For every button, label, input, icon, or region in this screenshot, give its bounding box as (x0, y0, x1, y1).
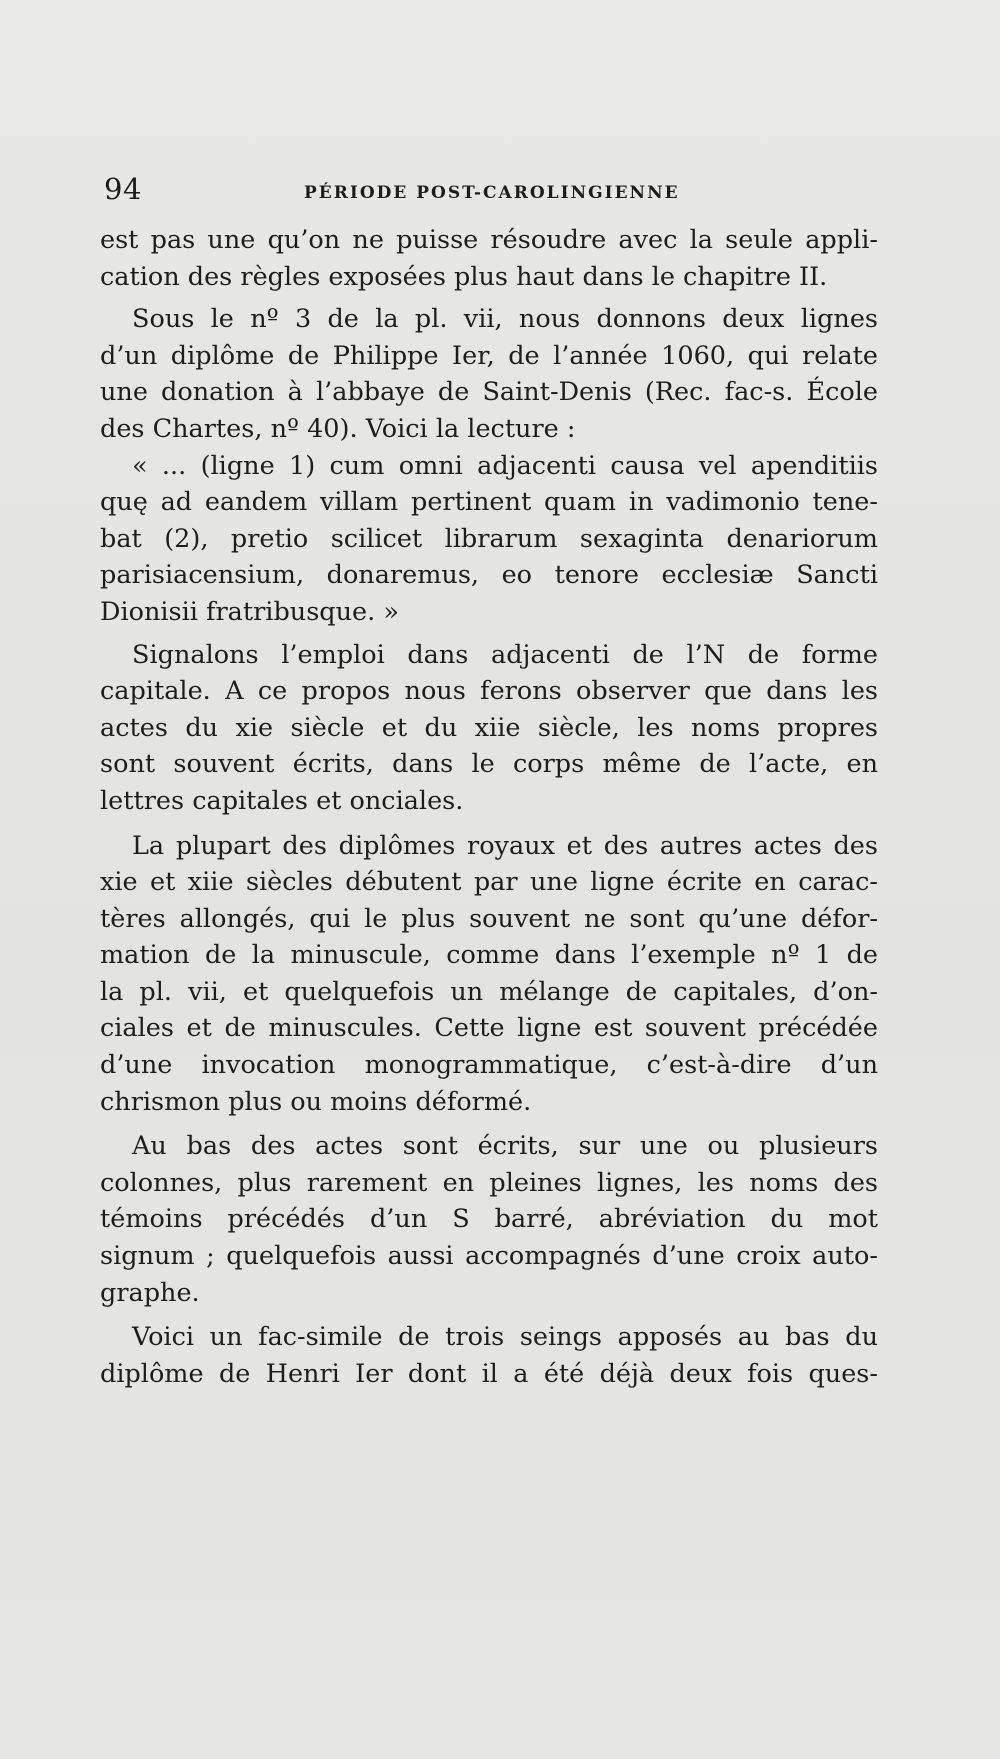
text-line: la pl. vii, et quelquefois un mélange de capitales, d’on- (100, 976, 878, 1007)
paragraph (100, 301, 878, 447)
text-line: La plupart des diplômes royaux et des autres actes des (132, 830, 878, 861)
paragraph (100, 1319, 878, 1392)
paragraph-continuation (100, 222, 878, 295)
page-number: 94 (104, 172, 142, 206)
text-line: d’un diplôme de Philippe Ier, de l’année 1060, qui relate (100, 340, 878, 371)
running-head: PÉRIODE POST-CAROLINGIENNE (304, 183, 680, 203)
text-line: Au bas des actes sont écrits, sur une ou plusieurs (132, 1131, 878, 1162)
quotation-paragraph (100, 448, 878, 631)
text-line: Signalons l’emploi dans adjacenti de l’N de forme (132, 639, 878, 670)
text-line: Sous le nº 3 de la pl. vii, nous donnons deux lignes (132, 304, 878, 335)
page-body (100, 222, 878, 1392)
text-line: graphe. (100, 1277, 200, 1308)
paragraph (100, 828, 878, 1121)
text-line: colonnes, plus rarement en pleines lignes, les noms des (100, 1167, 878, 1198)
text-line: sont souvent écrits, dans le corps même de l’acte, en (100, 749, 878, 780)
text-line: ciales et de minuscules. Cette ligne est souvent précédée (100, 1013, 878, 1044)
text-line: capitale. A ce propos nous ferons observer que dans les (100, 676, 878, 707)
text-line: mation de la minuscule, comme dans l’exemple nº 1 de (100, 940, 878, 971)
text-line: tères allongés, qui le plus souvent ne sont qu’une défor- (100, 903, 878, 934)
text-line: chrismon plus ou moins déformé. (100, 1086, 532, 1117)
text-line: lettres capitales et onciales. (100, 785, 464, 816)
text-line: Voici un fac-simile de trois seings apposés au bas du (132, 1322, 878, 1353)
paragraph (100, 637, 878, 820)
text-line: témoins précédés d’un S barré, abréviation du mot (100, 1204, 878, 1235)
text-line: des Chartes, nº 40). Voici la lecture : (100, 413, 576, 444)
text-line: signum ; quelquefois aussi accompagnés d’une croix auto- (100, 1241, 878, 1272)
text-line: une donation à l’abbaye de Saint-Denis (Rec. fac-s. École (100, 377, 878, 408)
text-line: d’une invocation monogrammatique, c’est-à-dire d’un (100, 1050, 878, 1081)
text-line: parisiacensium, donaremus, eo tenore ecclesiæ Sancti (100, 560, 878, 591)
text-line: bat (2), pretio scilicet librarum sexaginta denariorum (100, 523, 878, 554)
text-line: quę ad eandem villam pertinent quam in vadimonio tene- (100, 487, 878, 518)
page-header (104, 172, 878, 212)
text-line: diplôme de Henri Ier dont il a été déjà deux fois ques- (100, 1358, 878, 1389)
text-line: cation des règles exposées plus haut dans le chapitre II. (100, 261, 828, 292)
text-line: est pas une qu’on ne puisse résoudre avec la seule appli- (100, 225, 878, 255)
text-line: Dionisii fratribusque. » (100, 596, 399, 627)
text-line: « ... (ligne 1) cum omni adjacenti causa vel apenditiis (132, 450, 878, 481)
paragraph (100, 1128, 878, 1311)
text-line: xie et xiie siècles débutent par une ligne écrite en carac- (100, 867, 878, 898)
text-line: actes du xie siècle et du xiie siècle, les noms propres (100, 712, 878, 743)
